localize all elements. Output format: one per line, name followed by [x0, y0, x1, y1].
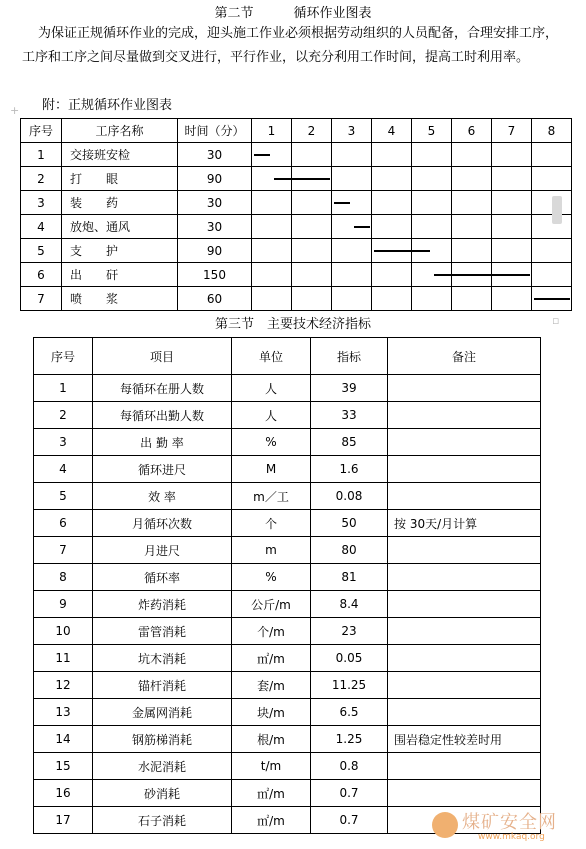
item-name: 坑木消耗 [93, 645, 232, 672]
hour-cell [412, 287, 452, 311]
row-number: 7 [21, 287, 62, 311]
row-number: 5 [34, 483, 93, 510]
table-row [34, 672, 541, 699]
item-name: 循环率 [93, 564, 232, 591]
item-name: 石子消耗 [93, 807, 232, 834]
gantt-bar [534, 298, 570, 300]
hour-cell [252, 263, 292, 287]
col-header: 时间（分） [178, 119, 252, 143]
section-heading [0, 2, 586, 21]
hour-cell [292, 191, 332, 215]
row-number: 3 [21, 191, 62, 215]
gantt-bar [254, 154, 270, 156]
hour-cell [372, 215, 412, 239]
table-row [34, 483, 541, 510]
hour-cell [332, 239, 372, 263]
note-cell [388, 456, 541, 483]
row-number: 1 [21, 143, 62, 167]
row-number: 1 [34, 375, 93, 402]
hour-cell [292, 215, 332, 239]
value-cell: 23 [311, 618, 388, 645]
row-number: 2 [34, 402, 93, 429]
operation-name: 交接班安检 [62, 143, 178, 167]
table-row [34, 510, 541, 537]
operation-name: 装 药 [62, 191, 178, 215]
note-cell [388, 564, 541, 591]
hour-header: 3 [332, 119, 372, 143]
hour-cell [332, 263, 372, 287]
hour-cell [292, 263, 332, 287]
hour-header: 2 [292, 119, 332, 143]
note-cell: 围岩稳定性较差时用 [388, 726, 541, 753]
hour-cell [452, 215, 492, 239]
hour-cell [412, 167, 452, 191]
row-number: 4 [34, 456, 93, 483]
hour-cell [492, 239, 532, 263]
unit-cell: ㎡/m [232, 780, 311, 807]
table-row [34, 591, 541, 618]
unit-cell: 块/m [232, 699, 311, 726]
gantt-bar [434, 274, 530, 276]
hour-cell [532, 263, 572, 287]
col-header: 工序名称 [62, 119, 178, 143]
row-number: 13 [34, 699, 93, 726]
section3-heading: 第三节 主要技术经济指标 [214, 317, 371, 332]
unit-cell: M [232, 456, 311, 483]
value-cell: 1.25 [311, 726, 388, 753]
intro-paragraph: 为保证正规循环作业的完成，迎头施工作业必须根据劳动组织的人员配备，合理安排工序，工序和工序之间尽量做到交叉进行，平行作业，以充分利用工作时间，提高工时利用率。 [22, 26, 559, 65]
operation-name: 出 矸 [62, 263, 178, 287]
note-cell: 按 30天/月计算 [388, 510, 541, 537]
row-number: 4 [21, 215, 62, 239]
table-row [34, 564, 541, 591]
item-name: 出 勤 率 [93, 429, 232, 456]
row-number: 3 [34, 429, 93, 456]
value-cell: 85 [311, 429, 388, 456]
value-cell: 11.25 [311, 672, 388, 699]
hour-cell [292, 287, 332, 311]
hour-cell [452, 167, 492, 191]
row-number: 6 [34, 510, 93, 537]
operation-name: 放炮、通风 [62, 215, 178, 239]
col-header: 备注 [388, 338, 541, 375]
hour-cell [532, 143, 572, 167]
indicators-table [33, 337, 541, 834]
hour-cell [292, 143, 332, 167]
hour-cell [452, 143, 492, 167]
hour-cell [252, 191, 292, 215]
attachment-label: 附：正规循环作业图表 [42, 98, 173, 113]
item-name: 锚杆消耗 [93, 672, 232, 699]
row-number: 15 [34, 753, 93, 780]
item-name: 效 率 [93, 483, 232, 510]
row-number: 17 [34, 807, 93, 834]
value-cell: 50 [311, 510, 388, 537]
hour-cell [532, 239, 572, 263]
unit-cell: % [232, 429, 311, 456]
hour-cell [412, 191, 452, 215]
duration-cell: 30 [178, 143, 252, 167]
operation-name: 支 护 [62, 239, 178, 263]
unit-cell: 套/m [232, 672, 311, 699]
note-cell [388, 429, 541, 456]
duration-cell: 90 [178, 167, 252, 191]
note-cell [388, 618, 541, 645]
hour-cell [492, 167, 532, 191]
hour-cell [332, 167, 372, 191]
duration-cell: 60 [178, 287, 252, 311]
unit-cell: 公斤/m [232, 591, 311, 618]
hour-header: 1 [252, 119, 292, 143]
hour-cell [252, 239, 292, 263]
item-name: 月进尺 [93, 537, 232, 564]
hour-cell [372, 143, 412, 167]
duration-cell: 30 [178, 215, 252, 239]
duration-cell: 150 [178, 263, 252, 287]
hour-cell [372, 287, 412, 311]
value-cell: 1.6 [311, 456, 388, 483]
row-number: 2 [21, 167, 62, 191]
unit-cell: m／工 [232, 483, 311, 510]
value-cell: 0.7 [311, 807, 388, 834]
duration-cell: 90 [178, 239, 252, 263]
hour-cell [252, 287, 292, 311]
item-name: 每循环在册人数 [93, 375, 232, 402]
watermark-name: 煤矿安全网 [462, 812, 557, 833]
cycle-operation-table [20, 118, 572, 311]
item-name: 月循环次数 [93, 510, 232, 537]
unit-cell: 人 [232, 375, 311, 402]
table-row [34, 402, 541, 429]
note-cell [388, 753, 541, 780]
gantt-bar [354, 226, 370, 228]
duration-cell: 30 [178, 191, 252, 215]
row-number: 12 [34, 672, 93, 699]
hour-cell [332, 143, 372, 167]
row-number: 5 [21, 239, 62, 263]
item-name: 金属网消耗 [93, 699, 232, 726]
row-number: 6 [21, 263, 62, 287]
unit-cell: 个 [232, 510, 311, 537]
note-cell [388, 483, 541, 510]
side-scroll-tab[interactable] [552, 196, 562, 224]
value-cell: 80 [311, 537, 388, 564]
table-row [34, 726, 541, 753]
table-row [34, 429, 541, 456]
value-cell: 81 [311, 564, 388, 591]
site-logo-icon [432, 812, 458, 838]
value-cell: 33 [311, 402, 388, 429]
hour-header: 4 [372, 119, 412, 143]
unit-cell: ㎡/m [232, 645, 311, 672]
table-row [34, 780, 541, 807]
hour-cell [372, 191, 412, 215]
hour-cell [412, 215, 452, 239]
hour-cell [532, 167, 572, 191]
table-row [34, 753, 541, 780]
unit-cell: % [232, 564, 311, 591]
watermark [432, 808, 582, 844]
hour-header: 7 [492, 119, 532, 143]
hour-cell [292, 239, 332, 263]
table-row [21, 239, 572, 263]
row-number: 8 [34, 564, 93, 591]
note-cell [388, 591, 541, 618]
unit-cell: 根/m [232, 726, 311, 753]
gantt-bar [274, 178, 330, 180]
table-row [21, 215, 572, 239]
hour-cell [372, 263, 412, 287]
gantt-bar [334, 202, 350, 204]
value-cell: 0.05 [311, 645, 388, 672]
col-header: 单位 [232, 338, 311, 375]
table-row [34, 645, 541, 672]
table-row [34, 375, 541, 402]
note-cell [388, 402, 541, 429]
section-title: 循环作业图表 [293, 6, 372, 21]
row-number: 14 [34, 726, 93, 753]
hour-cell [492, 191, 532, 215]
item-name: 钢筋梯消耗 [93, 726, 232, 753]
table-row [34, 456, 541, 483]
unit-cell: 人 [232, 402, 311, 429]
note-cell [388, 780, 541, 807]
hour-cell [412, 143, 452, 167]
hour-cell [492, 143, 532, 167]
item-name: 每循环出勤人数 [93, 402, 232, 429]
value-cell: 0.8 [311, 753, 388, 780]
col-header: 序号 [34, 338, 93, 375]
table-resize-handle-icon[interactable]: ▫ [552, 314, 560, 327]
table-header-row [34, 338, 541, 375]
unit-cell: t/m [232, 753, 311, 780]
unit-cell: m [232, 537, 311, 564]
value-cell: 8.4 [311, 591, 388, 618]
hour-cell [372, 167, 412, 191]
table-header-row [21, 119, 572, 143]
hour-cell [452, 191, 492, 215]
item-name: 水泥消耗 [93, 753, 232, 780]
operation-name: 打 眼 [62, 167, 178, 191]
table-row [34, 618, 541, 645]
hour-cell [452, 287, 492, 311]
hour-cell [492, 287, 532, 311]
table-row [21, 287, 572, 311]
hour-cell [252, 215, 292, 239]
col-header: 指标 [311, 338, 388, 375]
hour-cell [332, 287, 372, 311]
row-number: 16 [34, 780, 93, 807]
note-cell [388, 672, 541, 699]
hour-cell [452, 239, 492, 263]
unit-cell: 个/m [232, 618, 311, 645]
col-header: 项目 [93, 338, 232, 375]
hour-cell [492, 215, 532, 239]
row-number: 9 [34, 591, 93, 618]
hour-header: 5 [412, 119, 452, 143]
table-row [21, 191, 572, 215]
section-number: 第二节 [214, 6, 254, 21]
value-cell: 39 [311, 375, 388, 402]
col-header: 序号 [21, 119, 62, 143]
watermark-url: www.mkaq.org [478, 832, 545, 842]
item-name: 砂消耗 [93, 780, 232, 807]
note-cell [388, 699, 541, 726]
gantt-bar [374, 250, 430, 252]
value-cell: 0.7 [311, 780, 388, 807]
row-number: 11 [34, 645, 93, 672]
row-number: 10 [34, 618, 93, 645]
row-number: 7 [34, 537, 93, 564]
item-name: 炸药消耗 [93, 591, 232, 618]
value-cell: 0.08 [311, 483, 388, 510]
hour-header: 6 [452, 119, 492, 143]
operation-name: 喷 浆 [62, 287, 178, 311]
table-move-handle-icon[interactable]: + [10, 104, 20, 117]
table-row [21, 143, 572, 167]
note-cell [388, 645, 541, 672]
value-cell: 6.5 [311, 699, 388, 726]
hour-header: 8 [532, 119, 572, 143]
note-cell [388, 375, 541, 402]
table-row [34, 537, 541, 564]
unit-cell: ㎡/m [232, 807, 311, 834]
item-name: 雷管消耗 [93, 618, 232, 645]
item-name: 循环进尺 [93, 456, 232, 483]
table-row [34, 699, 541, 726]
note-cell [388, 537, 541, 564]
